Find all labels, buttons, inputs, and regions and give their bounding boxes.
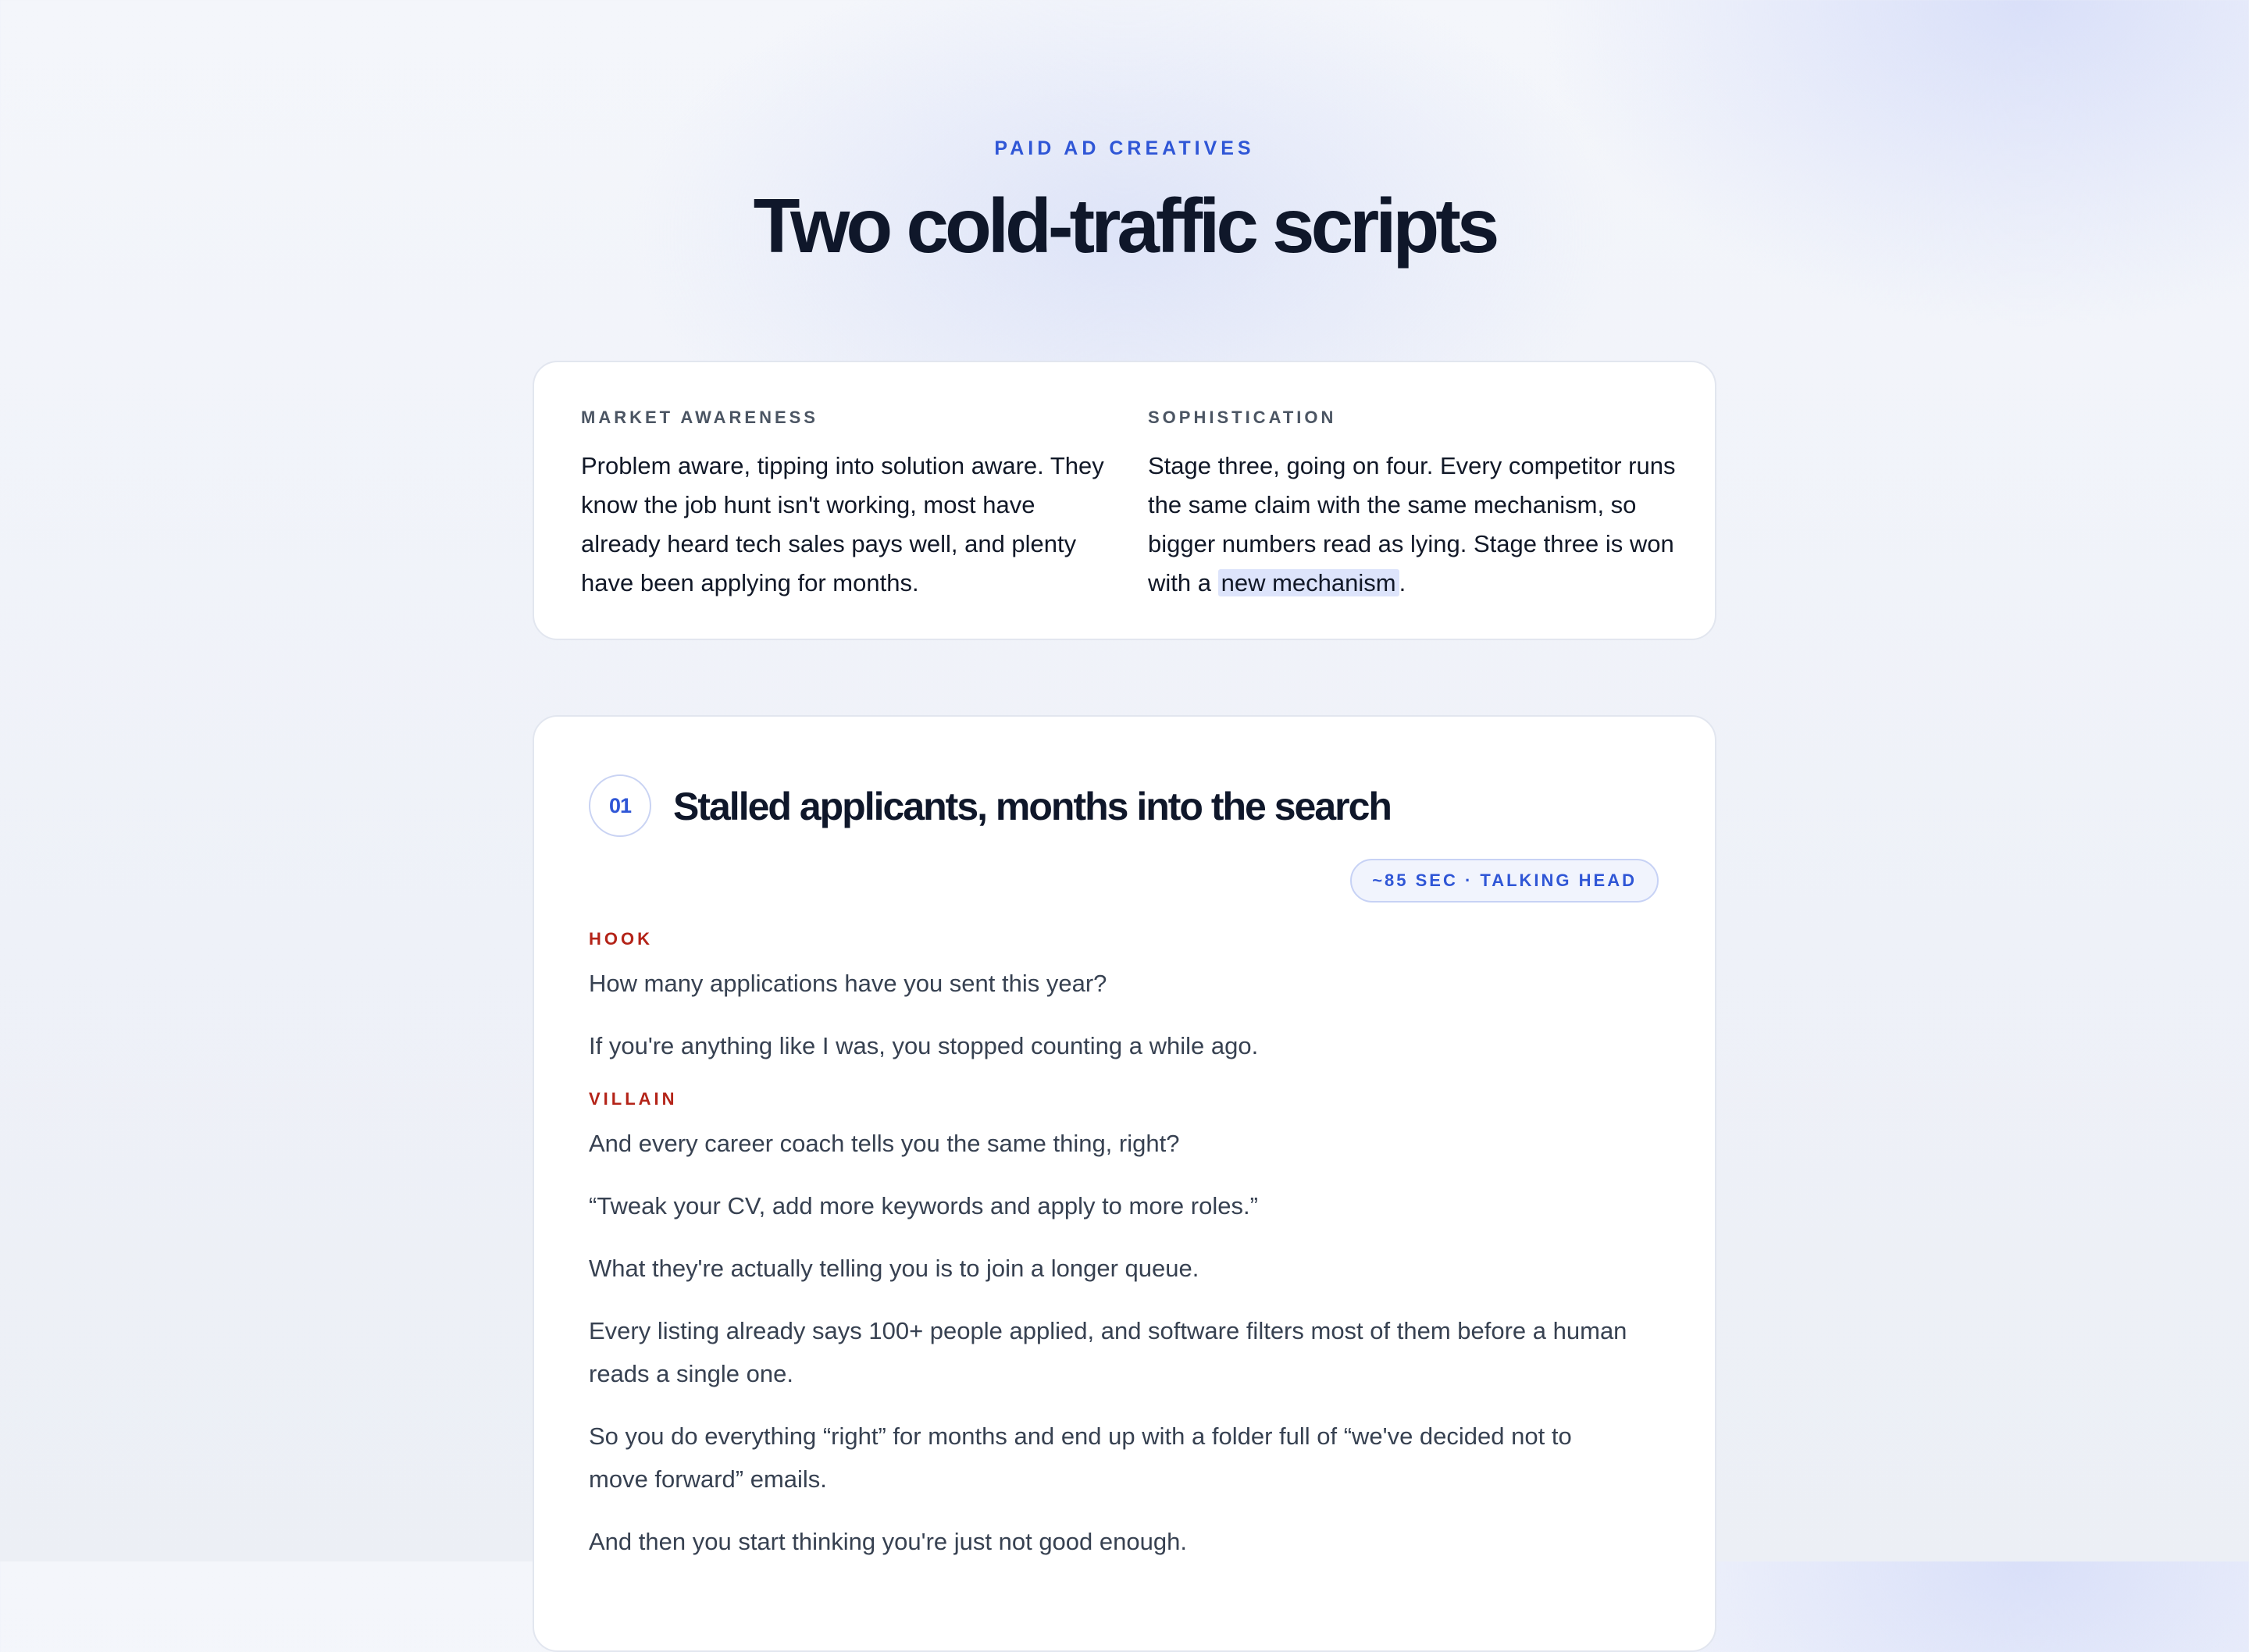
sophistication-text [1148, 447, 1679, 603]
market-awareness-block [581, 406, 1112, 603]
context-card [533, 361, 1716, 640]
script-format-tag: ~85 SEC · TALKING HEAD [1350, 859, 1659, 903]
script-line: And every career coach tells you the same thing, right? [589, 1130, 1180, 1157]
sophistication-label: SOPHISTICATION [1148, 408, 1337, 427]
script-card [533, 715, 1716, 1652]
script-line: “Tweak your CV, add more keywords and apply to more roles.” [589, 1192, 1258, 1219]
market-awareness-label: MARKET AWARENESS [581, 408, 818, 427]
market-awareness-text: Problem aware, tipping into solution aware. They know the job hunt isn't working, most have already heard tech sales pays well, and plenty have been applying for months. [581, 452, 1104, 596]
section-label-hook: HOOK [589, 929, 653, 949]
highlighted-phrase: new mechanism [1218, 569, 1399, 596]
script-title: Stalled applicants, months into the search [673, 785, 1391, 828]
script-line: So you do everything “right” for months and end up with a folder full of “we've decided not to move forward” emails. [589, 1422, 1572, 1493]
script-line: If you're anything like I was, you stopped counting a while ago. [589, 1032, 1259, 1059]
sophistication-text-start: Stage three, going on four. Every competitor runs the same claim with the same mechanism, so bigger numbers read as lying. Stage three is won with a [1148, 452, 1676, 596]
script-line: How many applications have you sent this year? [589, 970, 1107, 997]
script-body [589, 927, 1635, 1583]
page-title: Two cold-traffic scripts [753, 183, 1496, 269]
script-line: Every listing already says 100+ people applied, and software filters most of them before a human reads a single one. [589, 1317, 1627, 1387]
sophistication-block [1148, 406, 1679, 603]
script-line: And then you start thinking you're just not good enough. [589, 1528, 1187, 1555]
page-eyebrow: PAID AD CREATIVES [994, 137, 1255, 159]
sophistication-text-end: . [1399, 569, 1406, 596]
script-line: What they're actually telling you is to join a longer queue. [589, 1255, 1199, 1282]
script-number-badge: 01 [589, 774, 651, 837]
section-label-villain: VILLAIN [589, 1089, 678, 1109]
